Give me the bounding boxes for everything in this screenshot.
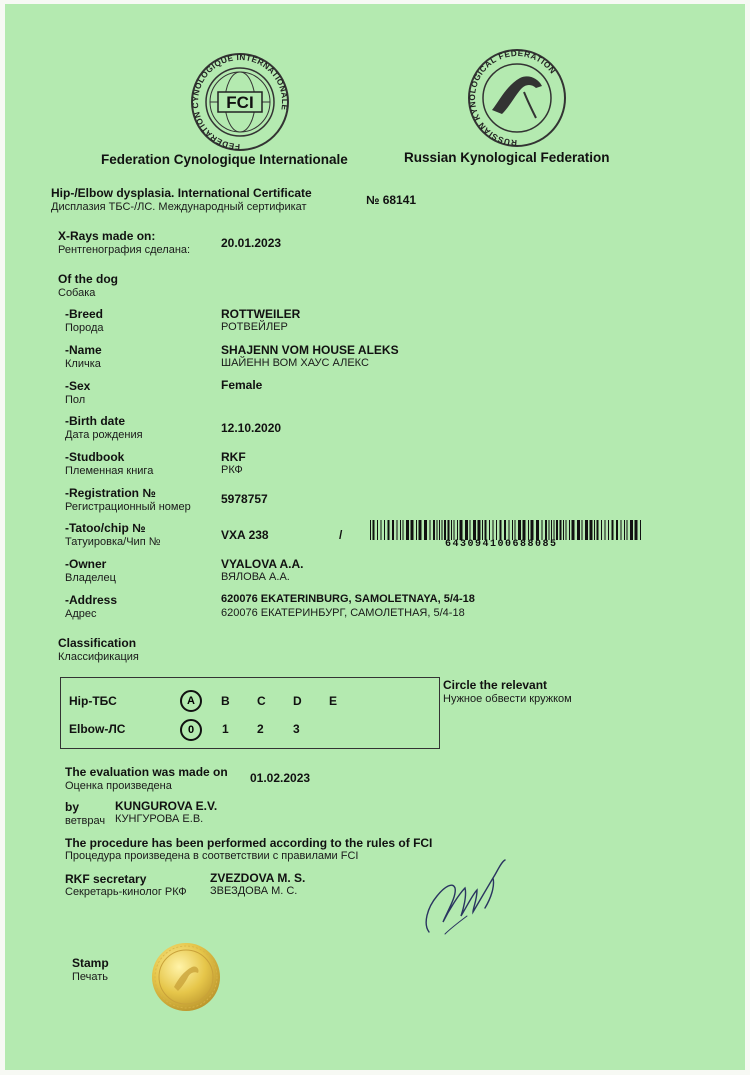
classification-label-ru: Классификация	[58, 651, 139, 663]
barcode-bar	[518, 520, 521, 540]
barcode-bar	[523, 520, 526, 540]
evaluation-label-ru: Оценка произведена	[65, 780, 172, 792]
breed-value-ru: РОТВЕЙЛЕР	[221, 321, 288, 333]
classification-grid	[60, 677, 440, 749]
svg-text:FEDERATION CYNOLOGIQUE INTERNA: FEDERATION CYNOLOGIQUE INTERNATIONALE	[190, 52, 290, 152]
barcode-bar	[512, 520, 513, 540]
vet-label-ru: ветврач	[65, 815, 106, 827]
tattoo-label-ru: Татуировка/Чип №	[65, 536, 161, 548]
hip-grade-d: D	[293, 694, 302, 708]
birth-label-en: -Birth date	[65, 414, 125, 428]
barcode-bar	[545, 520, 547, 540]
barcode-bar	[433, 520, 435, 540]
barcode-bar	[509, 520, 510, 540]
barcode-bar	[572, 520, 575, 540]
barcode-bar	[612, 520, 614, 540]
xray-label-en: X-Rays made on:	[58, 229, 156, 243]
fci-logo	[185, 52, 295, 152]
barcode-bar	[569, 520, 570, 540]
svg-text:RUSSIAN KYNOLOGICAL FEDERATION: RUSSIAN KYNOLOGICAL FEDERATION	[467, 48, 558, 148]
certificate	[5, 4, 745, 1070]
dog-label-ru: Собака	[58, 287, 96, 299]
circle-note-en: Circle the relevant	[443, 678, 548, 692]
barcode-bar	[400, 520, 401, 540]
barcode-bar	[444, 520, 446, 540]
owner-value-ru: ВЯЛОВА А.А.	[221, 571, 290, 583]
registration-label-ru: Регистрационный номер	[65, 501, 191, 513]
vet-by-label: by	[65, 800, 80, 814]
registration-label-en: -Registration №	[65, 486, 156, 500]
procedure-en: The procedure has been performed according to the rules of FCI	[65, 836, 433, 850]
barcode-bar	[616, 520, 618, 540]
barcode-bar	[370, 520, 371, 540]
svg-text:FCI: FCI	[226, 93, 254, 112]
hip-label: Hip-ТБС	[69, 694, 117, 708]
title-ru: Дисплазия ТБС-/ЛС. Международный сертификат	[51, 201, 307, 213]
address-label-en: -Address	[65, 593, 118, 607]
barcode-bar	[566, 520, 567, 540]
tattoo-separator: /	[339, 528, 343, 542]
fci-org-name: Federation Cynologique Internationale	[101, 152, 348, 167]
circle-note-ru: Нужное обвести кружком	[443, 693, 572, 705]
barcode-bar	[590, 520, 593, 540]
barcode-bar	[457, 520, 458, 540]
barcode-bar	[556, 520, 558, 540]
tattoo-value: VXA 238	[221, 528, 269, 542]
dog-label-en: Of the dog	[58, 272, 118, 286]
elbow-grade-2: 2	[257, 722, 264, 736]
stamp-label-ru: Печать	[72, 971, 109, 983]
barcode-bar	[605, 520, 606, 540]
tattoo-label-en: -Tatoo/chip №	[65, 521, 146, 535]
breed-value-en: ROTTWEILER	[221, 307, 301, 321]
barcode-bar	[551, 520, 552, 540]
name-value-en: SHAJENN VOM HOUSE ALEKS	[221, 343, 399, 357]
barcode-bar	[411, 520, 414, 540]
barcode-bar	[554, 520, 555, 540]
certificate-number: № 68141	[366, 193, 417, 207]
chip-number: 643094100688085	[445, 539, 558, 550]
barcode-bar	[424, 520, 427, 540]
barcode-bar	[528, 520, 529, 540]
barcode-bar	[608, 520, 609, 540]
vet-name-ru: КУНГУРОВА Е.В.	[115, 813, 204, 825]
barcode-bar	[624, 520, 625, 540]
studbook-label-ru: Племенная книга	[65, 465, 154, 477]
birth-label-ru: Дата рождения	[65, 429, 143, 441]
barcode-bar	[601, 520, 602, 540]
barcode-bar	[419, 520, 422, 540]
barcode-bar	[531, 520, 534, 540]
barcode-bar	[500, 520, 502, 540]
barcode-bar	[630, 520, 633, 540]
owner-value-en: VYALOVA A.A.	[221, 557, 304, 571]
barcode-bar	[560, 520, 562, 540]
secretary-label-en: RKF secretary	[65, 872, 147, 886]
barcode-bar	[597, 520, 599, 540]
registration-value: 5978757	[221, 492, 268, 506]
secretary-name-en: ZVEZDOVA M. S.	[210, 871, 306, 885]
barcode-bar	[373, 520, 375, 540]
barcode-bar	[515, 520, 516, 540]
breed-label-ru: Порода	[65, 322, 104, 334]
hip-grade-c: C	[257, 694, 266, 708]
barcode-bar	[635, 520, 638, 540]
studbook-label-en: -Studbook	[65, 450, 125, 464]
barcode-bar	[442, 520, 443, 540]
gold-seal-stamp	[150, 941, 222, 1013]
title-en: Hip-/Elbow dysplasia. International Certificate	[51, 186, 312, 200]
birth-value: 12.10.2020	[221, 421, 282, 435]
elbow-grade-1: 1	[222, 722, 229, 736]
barcode-bar	[621, 520, 622, 540]
barcode-bar	[473, 520, 476, 540]
classification-label-en: Classification	[58, 636, 137, 650]
barcode-bar	[640, 520, 641, 540]
address-value-ru: 620076 ЕКАТЕРИНБУРГ, САМОЛЕТНАЯ, 5/4-18	[221, 607, 465, 619]
barcode-bar	[489, 520, 490, 540]
barcode-bar	[549, 520, 550, 540]
elbow-grade-3: 3	[293, 722, 300, 736]
barcode-bar	[482, 520, 483, 540]
barcode-bar	[577, 520, 580, 540]
secretary-label-ru: Секретарь-кинолог РКФ	[65, 886, 187, 898]
name-value-ru: ШАЙЕНН ВОМ ХАУС АЛЕКС	[221, 357, 369, 369]
name-label-en: -Name	[65, 343, 102, 357]
address-value-en: 620076 EKATERINBURG, SAMOLETNAYA, 5/4-18	[221, 593, 475, 605]
barcode-bar	[381, 520, 382, 540]
barcode-bar	[594, 520, 595, 540]
barcode-bar	[448, 520, 450, 540]
barcode-bar	[403, 520, 404, 540]
barcode-bar	[406, 520, 409, 540]
barcode-bar	[460, 520, 463, 540]
rkf-org-name: Russian Kynological Federation	[404, 150, 610, 165]
barcode-bar	[454, 520, 455, 540]
barcode-bar	[388, 520, 390, 540]
barcode-bar	[496, 520, 497, 540]
address-label-ru: Адрес	[65, 608, 97, 620]
barcode-bar	[627, 520, 628, 540]
barcode-bar	[451, 520, 452, 540]
stamp-label-en: Stamp	[72, 956, 109, 970]
sex-label-ru: Пол	[65, 394, 86, 406]
secretary-name-ru: ЗВЕЗДОВА М. С.	[210, 885, 298, 897]
evaluation-label-en: The evaluation was made on	[65, 765, 228, 779]
barcode-bar	[416, 520, 417, 540]
barcode-bar	[582, 520, 583, 540]
rkf-logo	[462, 48, 572, 148]
procedure-ru: Процедура произведена в соответствии с правилами FCI	[65, 850, 359, 862]
barcode-bar	[536, 520, 539, 540]
barcode-bar	[542, 520, 543, 540]
barcode-bar	[430, 520, 431, 540]
sex-label-en: -Sex	[65, 379, 91, 393]
chip-barcode	[370, 520, 646, 540]
barcode-bar	[485, 520, 487, 540]
hip-grade-e: E	[329, 694, 338, 708]
barcode-bar	[478, 520, 481, 540]
xray-label-ru: Рентгенография сделана:	[58, 244, 191, 256]
studbook-value-en: RKF	[221, 450, 246, 464]
name-label-ru: Кличка	[65, 358, 101, 370]
barcode-bar	[504, 520, 506, 540]
barcode-bar	[392, 520, 394, 540]
elbow-grade-0-circled: 0	[180, 719, 202, 741]
studbook-value-ru: РКФ	[221, 464, 243, 476]
barcode-bar	[493, 520, 494, 540]
barcode-bar	[397, 520, 398, 540]
xray-date: 20.01.2023	[221, 236, 282, 250]
barcode-bar	[439, 520, 440, 540]
hip-grade-b: B	[221, 694, 230, 708]
barcode-bar	[384, 520, 385, 540]
vet-name-en: KUNGUROVA E.V.	[115, 799, 218, 813]
barcode-bar	[465, 520, 468, 540]
breed-label-en: -Breed	[65, 307, 104, 321]
barcode-bar	[585, 520, 588, 540]
barcode-bar	[470, 520, 471, 540]
owner-label-en: -Owner	[65, 557, 107, 571]
barcode-bar	[437, 520, 438, 540]
hip-grade-a-circled: A	[180, 690, 202, 712]
owner-label-ru: Владелец	[65, 572, 116, 584]
sex-value: Female	[221, 378, 263, 392]
handwritten-signature	[415, 852, 515, 942]
barcode-bar	[377, 520, 378, 540]
elbow-label: Elbow-ЛС	[69, 722, 126, 736]
barcode-bar	[563, 520, 564, 540]
evaluation-date: 01.02.2023	[250, 771, 311, 785]
